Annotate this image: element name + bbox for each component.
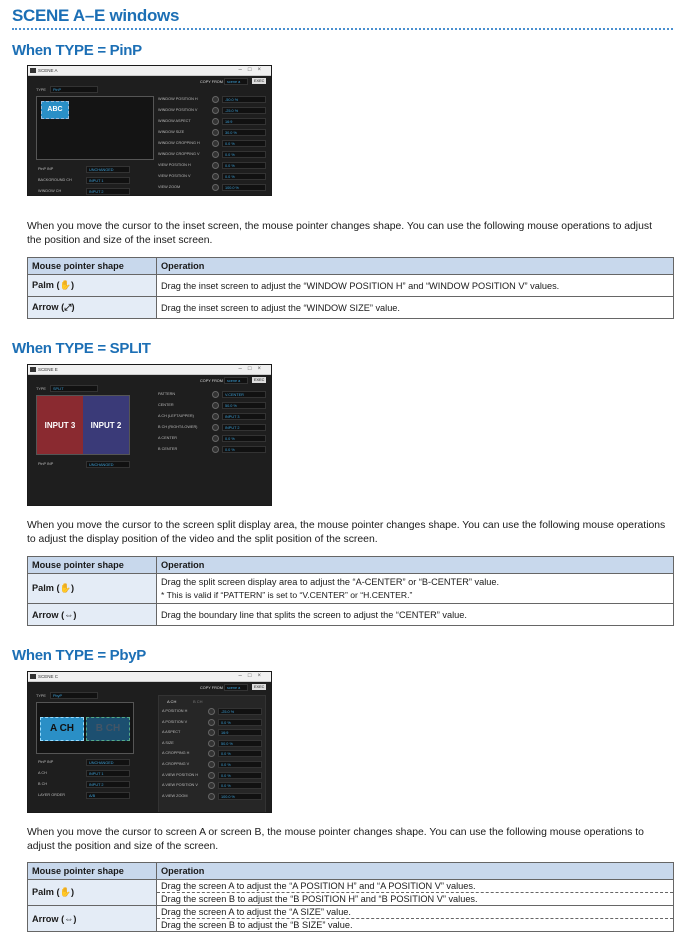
param-value[interactable]: 0.0 % xyxy=(218,750,262,757)
app-icon xyxy=(30,68,36,73)
param-value[interactable]: 16:9 xyxy=(218,729,262,736)
param-label: A POSITION H xyxy=(162,709,188,713)
knob-icon[interactable] xyxy=(208,708,215,715)
knob-icon[interactable] xyxy=(208,761,215,768)
param-label: WINDOW ASPECT xyxy=(158,119,191,123)
window-titlebar xyxy=(28,66,271,76)
param-value[interactable]: A/B xyxy=(86,792,130,799)
param-value[interactable]: 0.0 % xyxy=(222,435,266,442)
operations-table xyxy=(27,556,674,626)
section-paragraph: When you move the cursor to the screen split display area, the mouse pointer changes shape. You can use the following mouse operations to adjust the display position of the video and the split position of the screen. xyxy=(27,520,666,545)
knob-icon[interactable] xyxy=(212,129,219,136)
operation-text: Drag the screen A to adjust the “A POSITION H” and “A POSITION V” values. xyxy=(157,880,673,893)
type-label: TYPE xyxy=(36,387,46,391)
param-label: BACKGROUND CH xyxy=(38,178,72,182)
knob-icon[interactable] xyxy=(212,402,219,409)
param-value[interactable]: V.CENTER xyxy=(222,391,266,398)
param-value[interactable]: -25.0 % xyxy=(218,708,262,715)
knob-icon[interactable] xyxy=(208,740,215,747)
operation-text: Drag the screen A to adjust the “A SIZE” value. xyxy=(157,906,673,919)
param-value[interactable]: 50.0 % xyxy=(222,402,266,409)
knob-icon[interactable] xyxy=(212,391,219,398)
table-header-shape: Mouse pointer shape xyxy=(28,863,157,880)
tab-a-ch[interactable]: A CH xyxy=(167,699,177,704)
type-label: TYPE xyxy=(36,88,46,92)
preview-area[interactable] xyxy=(36,395,130,455)
app-icon xyxy=(30,367,36,372)
param-label: A POSITION V xyxy=(162,719,188,724)
param-value[interactable]: UNCHANGED xyxy=(86,166,130,173)
copy-from-select[interactable]: scene a xyxy=(224,78,248,85)
scene-e-window xyxy=(27,364,272,506)
type-select[interactable]: SPLIT xyxy=(50,385,98,392)
param-label: WINDOW CROPPING V xyxy=(158,152,200,156)
exec-button[interactable]: EXEC xyxy=(254,685,265,689)
param-label: LAYER ORDER xyxy=(38,793,65,797)
operation-note: * This is valid if “PATTERN” is set to “V.CENTER” or “H.CENTER.” xyxy=(161,590,413,600)
copy-from-select[interactable]: scene a xyxy=(224,377,248,384)
knob-icon[interactable] xyxy=(212,162,219,169)
window-title: SCENE E xyxy=(38,367,58,372)
param-value[interactable]: 50.0 % xyxy=(218,740,262,747)
preview-area[interactable] xyxy=(36,702,134,754)
section-heading-split: When TYPE = SPLIT xyxy=(12,340,151,357)
knob-icon[interactable] xyxy=(212,107,219,114)
param-label: A CROPPING H xyxy=(162,751,190,756)
operation-text: Drag the inset screen to adjust the “WINDOW SIZE” value. xyxy=(157,297,674,319)
param-label: A CENTER xyxy=(158,436,177,440)
param-label: A ASPECT xyxy=(162,730,181,735)
knob-icon[interactable] xyxy=(212,446,219,453)
param-label: PATTERN xyxy=(158,392,176,396)
param-value[interactable]: INPUT 2 xyxy=(86,188,130,195)
table-header-operation: Operation xyxy=(157,557,674,574)
table-header-operation: Operation xyxy=(157,258,674,275)
param-value[interactable]: 100.0 % xyxy=(222,184,266,191)
param-value[interactable]: UNCHANGED xyxy=(86,759,130,766)
knob-icon[interactable] xyxy=(212,184,219,191)
pointer-shape-arrow: Arrow (⤢) xyxy=(28,297,157,319)
preview-area[interactable] xyxy=(36,96,154,160)
exec-button[interactable]: EXEC xyxy=(254,79,265,83)
param-label: PinP INP xyxy=(38,167,54,171)
operation-text: Drag the inset screen to adjust the “WINDOW POSITION H” and “WINDOW POSITION V” values. xyxy=(157,275,674,297)
param-value[interactable]: 0.0 % xyxy=(222,140,266,147)
window-titlebar xyxy=(28,365,271,375)
param-value[interactable]: UNCHANGED xyxy=(86,461,130,468)
section-paragraph: When you move the cursor to screen A or screen B, the mouse pointer changes shape. You can use the following mouse operations to adjust the position and size of the screen. xyxy=(27,827,644,852)
knob-icon[interactable] xyxy=(212,96,219,103)
param-value[interactable]: -50.0 % xyxy=(222,96,266,103)
param-label: VIEW POSITION V xyxy=(158,174,191,178)
scene-a-window xyxy=(27,65,272,196)
param-value[interactable]: 0.0 % xyxy=(218,719,262,726)
window-titlebar xyxy=(28,672,271,682)
param-label: A VIEW ZOOM xyxy=(162,793,188,798)
type-select[interactable]: PbyP xyxy=(50,692,98,699)
operation-text: Drag the boundary line that splits the screen to adjust the “CENTER” value. xyxy=(157,604,674,626)
knob-icon[interactable] xyxy=(212,151,219,158)
knob-icon[interactable] xyxy=(212,435,219,442)
param-label: B CH (RIGHT/LOWER) xyxy=(158,425,198,429)
type-label: TYPE xyxy=(36,694,46,698)
param-value[interactable]: 0.0 % xyxy=(218,761,262,768)
table-row xyxy=(28,880,674,906)
screen-b[interactable]: B CH xyxy=(86,717,130,741)
knob-icon[interactable] xyxy=(208,719,215,726)
param-label: VIEW POSITION H xyxy=(158,163,191,167)
param-label: PinP INP xyxy=(38,462,54,466)
pointer-shape-palm: Palm (✋) xyxy=(28,880,157,906)
window-controls[interactable]: –□× xyxy=(238,673,267,679)
param-value[interactable]: 0.0 % xyxy=(222,446,266,453)
pointer-shape-palm: Palm (✋) xyxy=(28,275,157,297)
param-label: A CROPPING V xyxy=(162,762,190,766)
param-label: VIEW ZOOM xyxy=(158,185,181,189)
param-label: B CH xyxy=(38,782,48,786)
param-value[interactable]: 0.0 % xyxy=(222,151,266,158)
table-row xyxy=(28,906,674,932)
table-row xyxy=(28,297,674,319)
param-label: WINDOW POSITION V xyxy=(158,108,198,112)
param-label: WINDOW CH xyxy=(38,189,62,193)
param-value[interactable]: INPUT 3 xyxy=(222,413,266,420)
copy-from-label: COPY FROM xyxy=(200,80,223,84)
param-label: A CH (LEFT/UPPER) xyxy=(158,414,194,418)
param-label: A CH xyxy=(38,771,47,775)
scene-c-window xyxy=(27,671,272,813)
knob-icon[interactable] xyxy=(212,173,219,180)
tab-b-ch[interactable]: B CH xyxy=(193,699,203,704)
table-header-shape: Mouse pointer shape xyxy=(28,258,157,275)
operation-text: Drag the screen B to adjust the “B POSITION H” and “B POSITION V” values. xyxy=(161,894,478,904)
param-value[interactable]: 0.0 % xyxy=(218,772,262,779)
type-select[interactable]: PinP xyxy=(50,86,98,93)
table-row xyxy=(28,574,674,604)
copy-from-select[interactable]: scene a xyxy=(224,684,248,691)
param-value[interactable]: INPUT 2 xyxy=(222,424,266,431)
table-header-shape: Mouse pointer shape xyxy=(28,557,157,574)
split-left-screen[interactable]: INPUT 3 xyxy=(37,396,83,454)
param-label: WINDOW CROPPING H xyxy=(158,141,200,145)
param-label: A SIZE xyxy=(162,740,174,745)
window-title: SCENE A xyxy=(38,68,58,73)
operation-cell xyxy=(157,574,674,604)
operation-text: Drag the split screen display area to adjust the “A-CENTER” or “B-CENTER” value. xyxy=(161,577,500,587)
title-divider xyxy=(12,28,673,30)
knob-icon[interactable] xyxy=(212,424,219,431)
param-value[interactable]: 0.0 % xyxy=(218,782,262,789)
param-value[interactable]: INPUT 1 xyxy=(86,177,130,184)
pointer-shape-palm: Palm (✋) xyxy=(28,574,157,604)
section-heading-pinp: When TYPE = PinP xyxy=(12,42,142,59)
param-value[interactable]: INPUT 1 xyxy=(86,770,130,777)
window-controls[interactable]: –□× xyxy=(238,67,267,73)
table-row xyxy=(28,604,674,626)
inset-screen[interactable]: ABC xyxy=(41,101,69,119)
page-title: SCENE A–E windows xyxy=(12,6,180,25)
param-value[interactable]: 30.0 % xyxy=(222,129,266,136)
param-label: A VIEW POSITION H xyxy=(162,772,199,777)
window-title: SCENE C xyxy=(38,674,59,679)
knob-icon[interactable] xyxy=(212,413,219,420)
operations-table xyxy=(27,862,674,932)
exec-button[interactable]: EXEC xyxy=(254,378,265,382)
copy-from-label: COPY FROM xyxy=(200,686,223,690)
app-icon xyxy=(30,674,36,679)
split-right-screen[interactable]: INPUT 2 xyxy=(83,396,129,454)
param-label: A VIEW POSITION V xyxy=(162,783,198,788)
knob-icon[interactable] xyxy=(212,118,219,125)
knob-icon[interactable] xyxy=(212,140,219,147)
copy-from-label: COPY FROM xyxy=(200,379,223,383)
pointer-shape-arrow: Arrow (⇔) xyxy=(28,604,157,626)
param-value[interactable]: 0.0 % xyxy=(222,173,266,180)
pointer-shape-arrow: Arrow (⇔) xyxy=(28,906,157,932)
operation-text: Drag the screen B to adjust the “B SIZE” value. xyxy=(161,920,353,930)
knob-icon[interactable] xyxy=(208,772,215,779)
param-value[interactable]: 100.0 % xyxy=(218,793,262,800)
window-controls[interactable]: –□× xyxy=(238,366,267,372)
table-header-operation: Operation xyxy=(157,863,674,880)
param-label: WINDOW SIZE xyxy=(158,130,185,134)
operation-cell xyxy=(157,906,674,932)
section-paragraph: When you move the cursor to the inset screen, the mouse pointer changes shape. You can use the following mouse operations to adjust the position and size of the inset screen. xyxy=(27,221,652,246)
screen-a[interactable]: A CH xyxy=(40,717,84,741)
param-value[interactable]: -25.0 % xyxy=(222,107,266,114)
table-row xyxy=(28,275,674,297)
param-label: B CENTER xyxy=(158,447,178,451)
operation-cell xyxy=(157,880,674,906)
knob-icon[interactable] xyxy=(208,793,215,800)
param-label: CENTER xyxy=(158,403,174,407)
param-label: PinP INP xyxy=(38,760,54,764)
param-label: WINDOW POSITION H xyxy=(158,97,198,101)
param-value[interactable]: INPUT 2 xyxy=(86,781,130,788)
section-heading-pbyp: When TYPE = PbyP xyxy=(12,647,146,664)
param-value[interactable]: 0.0 % xyxy=(222,162,266,169)
param-value[interactable]: 16:9 xyxy=(222,118,266,125)
operations-table xyxy=(27,257,674,319)
